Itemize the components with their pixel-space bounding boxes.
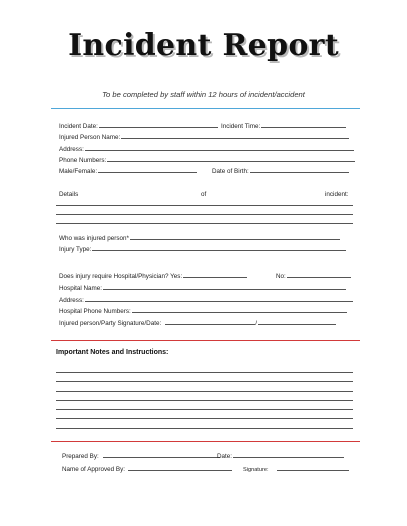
hospital-address-row bbox=[59, 295, 353, 305]
signature-date-row bbox=[59, 318, 336, 328]
hospital-question-row bbox=[59, 271, 247, 281]
address-label: Address: bbox=[59, 146, 84, 153]
notes-line-3[interactable] bbox=[56, 391, 353, 392]
who-injured-row bbox=[59, 233, 340, 243]
hospital-name-field[interactable] bbox=[103, 283, 346, 290]
date-row bbox=[217, 451, 344, 461]
dob-field[interactable] bbox=[250, 166, 349, 173]
date-label: Date: bbox=[217, 453, 233, 460]
address-row bbox=[59, 144, 354, 154]
address-field[interactable] bbox=[85, 144, 354, 151]
details-line-1[interactable] bbox=[56, 205, 353, 206]
injured-person-field[interactable] bbox=[121, 132, 349, 139]
details-word-1: Details bbox=[59, 191, 79, 198]
page-title: Incident Report bbox=[68, 28, 339, 63]
red-divider-top bbox=[51, 340, 360, 341]
phone-numbers-label: Phone Numbers: bbox=[59, 157, 107, 164]
dob-label: Date of Birth: bbox=[212, 168, 249, 175]
details-line-2[interactable] bbox=[56, 214, 353, 215]
hospital-no-label: No: bbox=[276, 273, 286, 280]
incident-time-field[interactable] bbox=[261, 121, 346, 128]
notes-line-6[interactable] bbox=[56, 418, 353, 419]
approver-signature-field[interactable] bbox=[277, 464, 349, 471]
dob-row bbox=[212, 166, 349, 176]
details-line-3[interactable] bbox=[56, 223, 353, 224]
approved-by-row bbox=[62, 464, 232, 474]
prepared-by-label: Prepared By: bbox=[62, 453, 99, 460]
form-instruction: To be completed by staff within 12 hours of incident/accident bbox=[102, 90, 305, 99]
signature-date-field[interactable] bbox=[258, 318, 336, 325]
injured-person-row bbox=[59, 132, 349, 142]
hospital-phone-label: Hospital Phone Numbers: bbox=[59, 308, 131, 315]
details-word-2: of bbox=[201, 191, 207, 198]
incident-time-label: Incident Time: bbox=[221, 123, 261, 130]
injured-person-label: Injured Person Name: bbox=[59, 134, 121, 141]
notes-line-5[interactable] bbox=[56, 409, 353, 410]
signature-date-label: Injured person/Party Signature/Date: bbox=[59, 320, 162, 327]
incident-date-field[interactable] bbox=[99, 121, 218, 128]
hospital-name-label: Hospital Name: bbox=[59, 285, 103, 292]
hospital-name-row bbox=[59, 283, 346, 293]
hospital-question-label: Does injury require Hospital/Physician? Yes: bbox=[59, 273, 183, 280]
notes-line-4[interactable] bbox=[56, 400, 353, 401]
signature-row bbox=[243, 464, 349, 474]
notes-line-7[interactable] bbox=[56, 428, 353, 429]
blue-divider bbox=[51, 108, 360, 109]
gender-field[interactable] bbox=[98, 166, 197, 173]
red-divider-bottom bbox=[51, 441, 360, 442]
hospital-phone-field[interactable] bbox=[132, 306, 347, 313]
hospital-phone-row bbox=[59, 306, 347, 316]
hospital-yes-field[interactable] bbox=[183, 271, 247, 278]
notes-heading: Important Notes and Instructions: bbox=[56, 349, 169, 356]
notes-line-1[interactable] bbox=[56, 372, 353, 373]
signature-slash: / bbox=[255, 320, 257, 327]
incident-time-row bbox=[221, 121, 346, 131]
approved-by-label: Name of Approved By: bbox=[62, 466, 126, 473]
hospital-address-label: Address: bbox=[59, 297, 84, 304]
details-word-3: incident: bbox=[325, 191, 349, 198]
phone-numbers-row bbox=[59, 155, 355, 165]
prepared-by-field[interactable] bbox=[103, 451, 220, 458]
injury-type-label: Injury Type: bbox=[59, 246, 92, 253]
incident-date-row bbox=[59, 121, 218, 131]
approved-by-field[interactable] bbox=[128, 464, 232, 471]
hospital-no-row bbox=[276, 271, 351, 281]
hospital-address-field[interactable] bbox=[85, 295, 353, 302]
phone-numbers-field[interactable] bbox=[107, 155, 355, 162]
prepared-by-row bbox=[62, 451, 220, 461]
who-injured-field[interactable] bbox=[130, 233, 340, 240]
signature-field[interactable] bbox=[165, 318, 255, 325]
injury-type-row bbox=[59, 244, 346, 254]
notes-line-2[interactable] bbox=[56, 381, 353, 382]
date-field[interactable] bbox=[233, 451, 344, 458]
who-injured-label: Who was injured person* bbox=[59, 235, 130, 242]
gender-row bbox=[59, 166, 197, 176]
hospital-no-field[interactable] bbox=[287, 271, 351, 278]
signature-label: Signature: bbox=[243, 467, 269, 473]
injury-type-field[interactable] bbox=[92, 244, 346, 251]
incident-date-label: Incident Date: bbox=[59, 123, 98, 130]
gender-label: Male/Female: bbox=[59, 168, 98, 175]
